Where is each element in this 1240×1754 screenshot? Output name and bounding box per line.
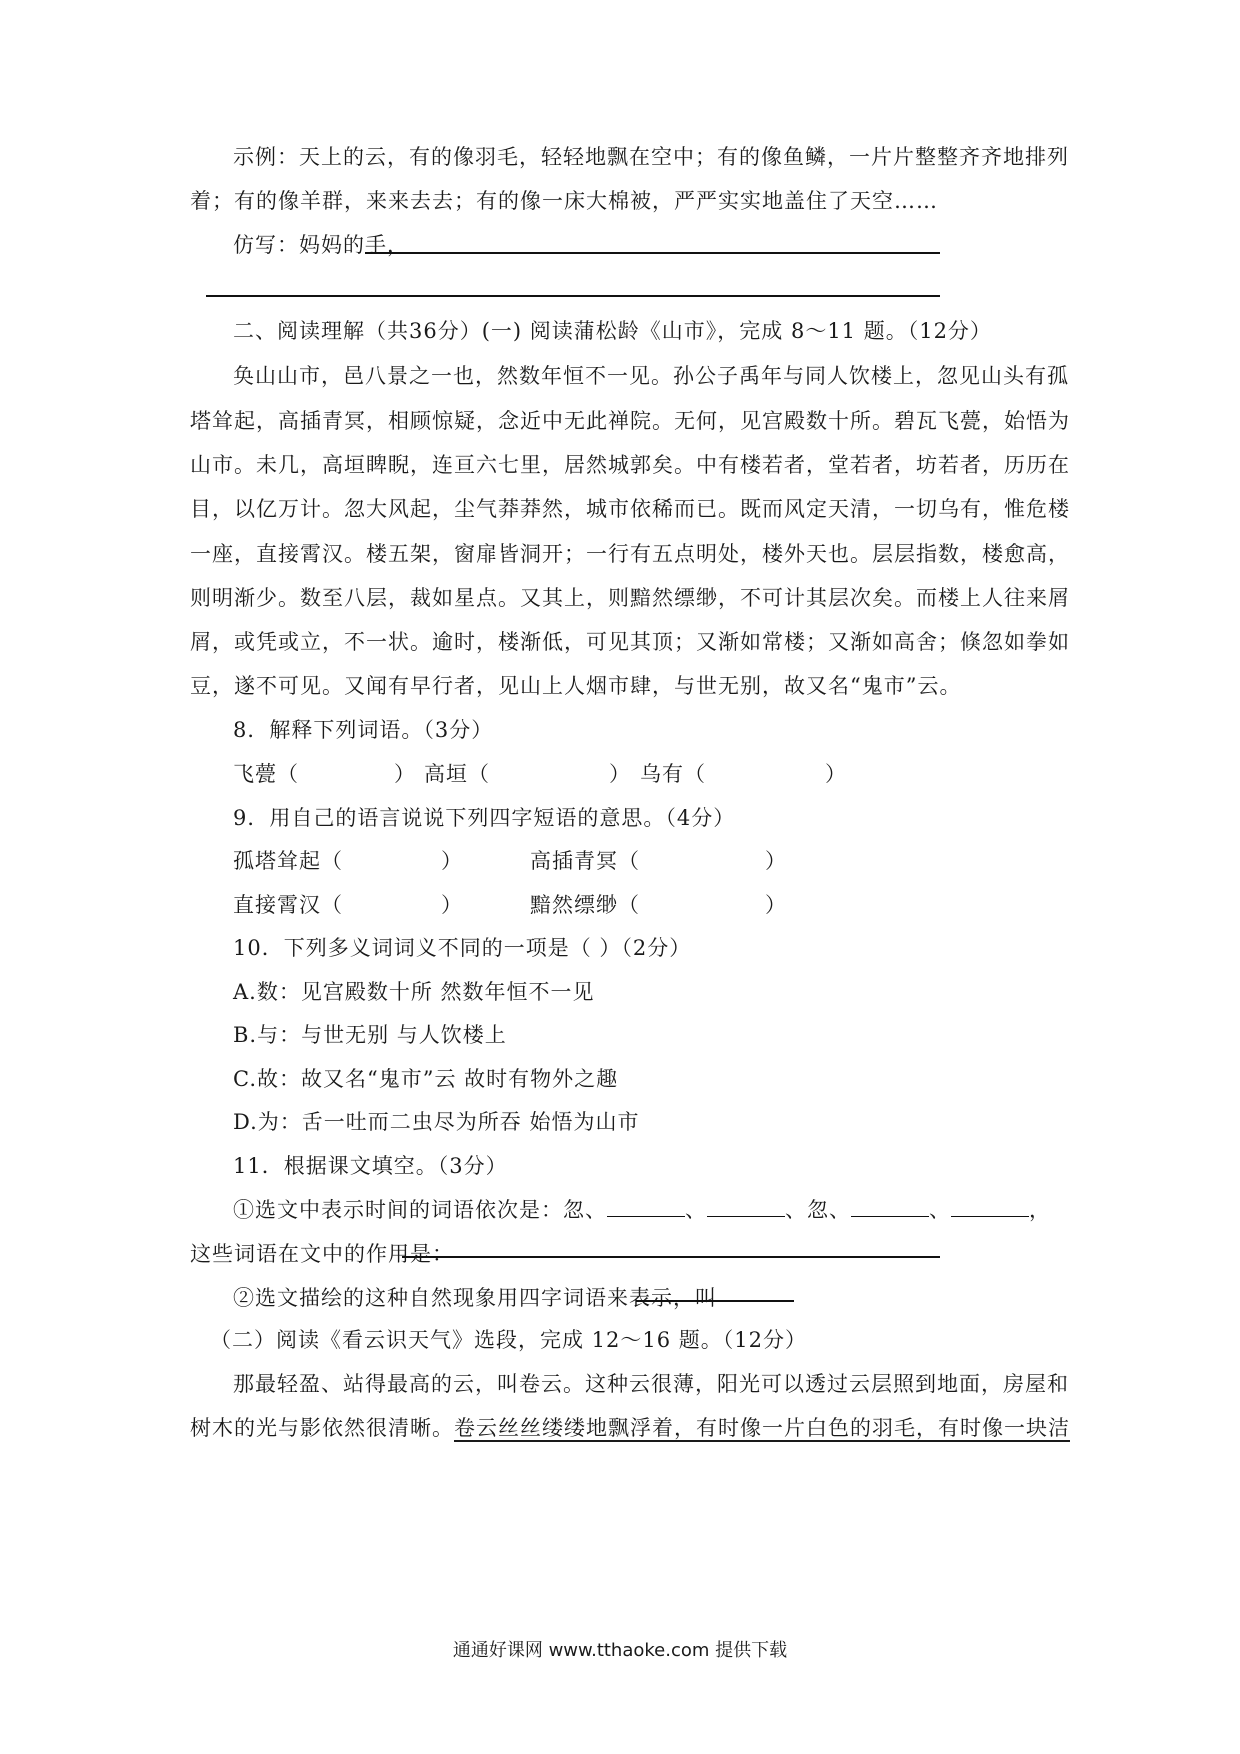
q9-title: 9．用自己的语言说说下列四字短语的意思。（4分） [233, 806, 736, 830]
q11-purpose-answer-line[interactable] [402, 1256, 940, 1258]
q9-item-4-open: 黯然缥缈（ [530, 893, 640, 917]
example-line-1: 示例：天上的云，有的像羽毛，轻轻地飘在空中；有的像鱼鳞，一片片整整齐齐地排列 [233, 145, 1069, 169]
q9-item-2-close: ） [765, 849, 787, 873]
part2-passage-line-1: 那最轻盈、站得最高的云，叫卷云。这种云很薄，阳光可以透过云层照到地面，房屋和 [233, 1372, 1069, 1396]
q11-blank-1[interactable] [607, 1198, 685, 1217]
example-line-2: 着；有的像羊群，来来去去；有的像一床大棉被，严严实实地盖住了天空…… [190, 189, 938, 213]
q8-item-1-close: ） [394, 762, 416, 786]
q11-blank-4[interactable] [951, 1198, 1029, 1217]
part2-passage-line-2 [190, 1413, 1070, 1443]
passage-line-1: 奂山山市，邑八景之一也，然数年恒不一见。孙公子禹年与同人饮楼上，忽见山头有孤 [233, 364, 1069, 388]
passage-line-7: 屑，或凭或立，不一状。逾时，楼渐低，可见其顶；又渐如常楼；又渐如高舍；倏忽如拳如 [190, 630, 1070, 654]
q10-option-a[interactable]: A.数：见宫殿数十所 然数年恒不一见 [233, 980, 595, 1004]
q8-item-3-close: ） [825, 762, 847, 786]
passage-line-4: 目，以亿万计。忽大风起，尘气莽莽然，城市依稀而已。既而风定天清，一切乌有，惟危楼 [190, 497, 1070, 521]
passage-line-6: 则明渐少。数至八层，裁如星点。又其上，则黯然缥缈，不可计其层次矣。而楼上人往来屑 [190, 586, 1070, 610]
section2-heading: 二、阅读理解（共36分）(一) 阅读蒲松龄《山市》，完成 8～11 题。（12分） [233, 319, 992, 343]
q11-blank-3[interactable] [851, 1198, 929, 1217]
imitate-answer-line-1[interactable] [365, 252, 940, 254]
passage-line-8: 豆，遂不可见。又闻有早行者，见山上人烟市肆，与世无别，故又名“鬼市”云。 [190, 674, 962, 698]
q9-item-2-open: 高插青冥（ [530, 849, 640, 873]
q9-item-1-close: ） [441, 849, 463, 873]
passage-line-3: 山市。未几，高垣睥睨，连亘六七里，居然城郭矣。中有楼若者，堂若者，坊若者，历历在 [190, 453, 1070, 477]
q8-item-1-open: 飞甍（ [233, 762, 299, 786]
q11-p1-purpose-label: 这些词语在文中的作用是： [190, 1242, 454, 1266]
q8-item-2-open: 高垣（ [424, 762, 490, 786]
q9-item-3-open: 直接霄汉（ [233, 893, 343, 917]
page-footer: 通通好课网 www.tthaoke.com 提供下载 [452, 1640, 788, 1661]
q11-sep-1: 、 [685, 1198, 707, 1222]
passage-line-5: 一座，直接霄汉。楼五架，窗扉皆洞开；一行有五点明处，楼外天也。层层指数，楼愈高， [190, 542, 1070, 566]
imitate-answer-line-2[interactable] [206, 295, 940, 297]
part2-heading: （二）阅读《看云识天气》选段，完成 12～16 题。（12分） [210, 1328, 808, 1352]
q10-option-c[interactable]: C.故：故又名“鬼市”云 故时有物外之趣 [233, 1067, 619, 1091]
q9-item-1-open: 孤塔耸起（ [233, 849, 343, 873]
imitate-label: 仿写：妈妈的手， [233, 233, 409, 257]
q8-item-2-close: ） [609, 762, 631, 786]
q8-item-3-open: 乌有（ [640, 762, 706, 786]
q9-item-4-close: ） [765, 893, 787, 917]
q11-sep-3: 、 [929, 1198, 951, 1222]
q9-item-3-close: ） [441, 893, 463, 917]
q10-option-d[interactable]: D.为：舌一吐而二虫尽为所吞 始悟为山市 [233, 1110, 640, 1134]
passage-line-2: 塔耸起，高插青冥，相顾惊疑，念近中无此禅院。无何，见宫殿数十所。碧瓦飞甍，始悟为 [190, 409, 1070, 433]
q11-blank-2[interactable] [707, 1198, 785, 1217]
q11-p1-prefix: ①选文中表示时间的词语依次是：忽、 [233, 1198, 607, 1222]
q11-p2-answer-line[interactable] [636, 1300, 794, 1302]
q8-title: 8．解释下列词语。（3分） [233, 718, 494, 742]
q11-sep-2: 、忽、 [785, 1198, 851, 1222]
q11-end-1: ， [1029, 1198, 1051, 1222]
q10-title: 10．下列多义词词义不同的一项是（ ）（2分） [233, 936, 692, 960]
q11-p1-line [233, 1195, 1051, 1225]
q10-option-b[interactable]: B.与：与世无别 与人饮楼上 [233, 1023, 507, 1047]
part2-passage-plain: 树木的光与影依然很清晰。 [190, 1416, 454, 1440]
part2-passage-underlined: 卷云丝丝缕缕地飘浮着，有时像一片白色的羽毛，有时像一块洁 [454, 1416, 1070, 1440]
q11-p2-label: ②选文描绘的这种自然现象用四字词语来表示，叫 [233, 1286, 717, 1310]
q11-title: 11．根据课文填空。（3分） [233, 1154, 508, 1178]
